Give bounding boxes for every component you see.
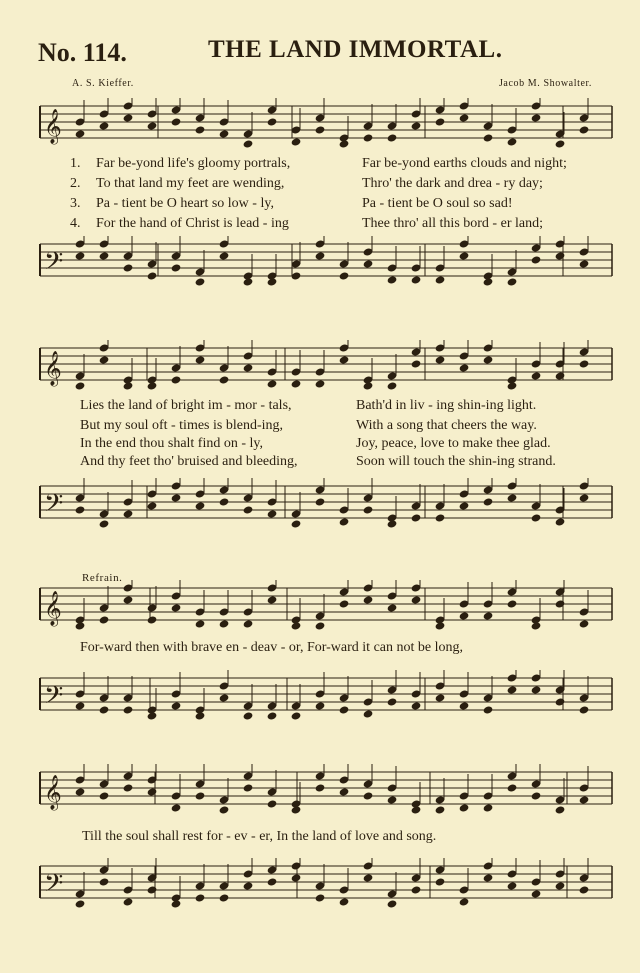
svg-text:𝄢: 𝄢 — [44, 247, 64, 282]
staff-system-3-bass — [0, 670, 640, 720]
verse-text-a: Lies the land of bright im - mor - tals, — [80, 398, 292, 413]
verse-text-b: Pa - tient be O soul so sad! — [362, 196, 513, 211]
svg-text:𝄞: 𝄞 — [44, 351, 62, 386]
svg-text:𝄢: 𝄢 — [44, 489, 64, 524]
refrain-text: For-ward then with brave en - deav - or, For-ward it can not be long, — [80, 640, 463, 655]
staff-system-3-treble — [0, 580, 640, 630]
staff-system-2-treble — [0, 340, 640, 390]
svg-text:𝄞: 𝄞 — [44, 775, 62, 810]
verse-text-b: Thro' the dark and drea - ry day; — [362, 176, 543, 191]
verse-text-a: To that land my feet are wending, — [96, 176, 285, 191]
verse-text-b: Thee thro' all this bord - er land; — [362, 216, 543, 231]
verse-text-b: With a song that cheers the way. — [356, 418, 537, 433]
refrain-text: Till the soul shall rest for - ev - er, In the land of love and song. — [82, 829, 437, 844]
staff-system-4-treble — [0, 764, 640, 814]
svg-text:𝄞: 𝄞 — [44, 591, 62, 626]
refrain-label: Refrain. — [82, 572, 123, 584]
svg-text:𝄢: 𝄢 — [44, 869, 64, 904]
verse-text-b: Far be-yond earths clouds and night; — [362, 156, 567, 171]
verse-text-b: Joy, peace, love to make thee glad. — [356, 436, 551, 451]
verse-text-a: Pa - tient be O heart so low - ly, — [96, 196, 274, 211]
verse-text-a: In the end thou shalt find on - ly, — [80, 436, 264, 451]
hymn-number: No. 114. — [38, 38, 127, 67]
hymn-title: THE LAND IMMORTAL. — [208, 36, 503, 63]
svg-text:𝄢: 𝄢 — [44, 681, 64, 716]
composer-credit: Jacob M. Showalter. — [498, 78, 592, 89]
lyricist-credit: A. S. Kieffer. — [72, 78, 134, 89]
verse-number: 4. — [70, 216, 81, 231]
staff-system-1-bass — [0, 236, 640, 286]
verse-number: 3. — [70, 196, 81, 211]
verse-text-b: Bath'd in liv - ing shin-ing light. — [356, 398, 537, 413]
verse-number: 2. — [70, 176, 81, 191]
verse-text-a: For the hand of Christ is lead - ing — [96, 216, 289, 231]
staff-system-2-bass — [0, 478, 640, 528]
verse-text-b: Soon will touch the shin-ing strand. — [356, 454, 556, 469]
verse-number: 1. — [70, 156, 81, 171]
verse-text-a: But my soul oft - times is blend-ing, — [80, 418, 283, 433]
verse-text-a: Far be-yond life's gloomy portrals, — [96, 156, 291, 171]
verse-text-a: And thy feet tho' bruised and bleeding, — [80, 454, 298, 469]
staff-system-4-bass — [0, 858, 640, 908]
staff-system-1-treble — [0, 98, 640, 148]
svg-text:𝄞: 𝄞 — [44, 109, 62, 144]
